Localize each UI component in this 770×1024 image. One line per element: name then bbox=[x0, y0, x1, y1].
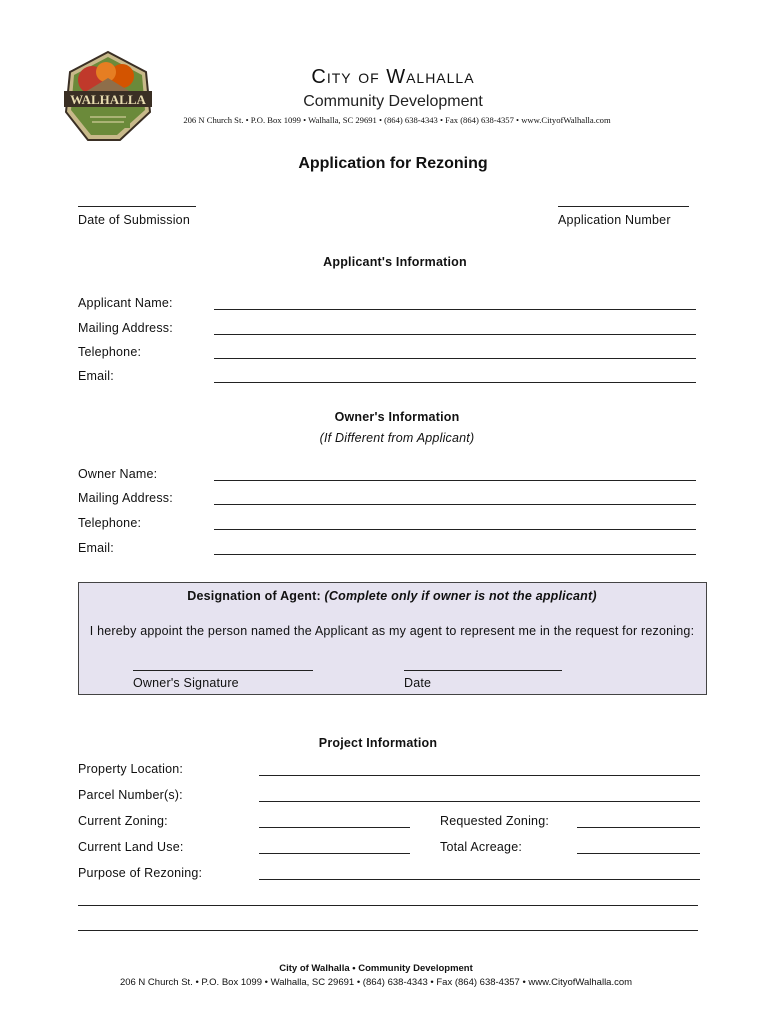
page-title: Application for Rezoning bbox=[298, 155, 488, 172]
purpose-field-line-3[interactable] bbox=[78, 930, 698, 931]
applicant-phone-label: Telephone: bbox=[78, 345, 142, 359]
project-heading: Project Information bbox=[318, 736, 438, 750]
applicant-email-field[interactable] bbox=[214, 382, 696, 383]
applicant-name-label: Applicant Name: bbox=[78, 296, 173, 310]
date-of-submission-field[interactable] bbox=[78, 206, 196, 207]
owner-subheading: (If Different from Applicant) bbox=[319, 431, 475, 445]
total-acreage-field[interactable] bbox=[577, 853, 700, 854]
owner-phone-label: Telephone: bbox=[78, 516, 142, 530]
requested-zoning-field[interactable] bbox=[577, 827, 700, 828]
city-name: City of Walhalla bbox=[311, 66, 475, 88]
applicant-phone-field[interactable] bbox=[214, 358, 696, 359]
owner-heading: Owner's Information bbox=[334, 410, 460, 424]
logo-text: WALHALLA bbox=[70, 92, 146, 107]
applicant-address-label: Mailing Address: bbox=[78, 321, 173, 335]
agent-date-field[interactable] bbox=[404, 670, 562, 671]
city-logo bbox=[62, 50, 154, 142]
applicant-email-label: Email: bbox=[78, 369, 114, 383]
parcel-number-field[interactable] bbox=[259, 801, 700, 802]
agent-date-label: Date bbox=[404, 676, 432, 690]
header-address: 206 N Church St. • P.O. Box 1099 • Walhalla, SC 29691 • (864) 638-4343 • Fax (864) 638-4357 • www.CityofWalhalla.com bbox=[183, 115, 611, 125]
date-of-submission-label: Date of Submission bbox=[78, 213, 190, 227]
applicant-address-field[interactable] bbox=[214, 334, 696, 335]
owner-phone-field[interactable] bbox=[214, 529, 696, 530]
current-zoning-field[interactable] bbox=[259, 827, 410, 828]
agent-heading bbox=[79, 589, 705, 603]
current-zoning-label: Current Zoning: bbox=[78, 814, 168, 828]
application-number-label: Application Number bbox=[558, 213, 671, 227]
total-acreage-label: Total Acreage: bbox=[440, 840, 523, 854]
current-land-use-label: Current Land Use: bbox=[78, 840, 184, 854]
applicant-heading: Applicant's Information bbox=[323, 255, 467, 269]
owner-address-field[interactable] bbox=[214, 504, 696, 505]
purpose-label: Purpose of Rezoning: bbox=[78, 866, 203, 880]
property-location-field[interactable] bbox=[259, 775, 700, 776]
owner-signature-field[interactable] bbox=[133, 670, 313, 671]
footer-title: City of Walhalla • Community Development bbox=[279, 963, 473, 974]
application-number-field[interactable] bbox=[558, 206, 689, 207]
purpose-field[interactable] bbox=[259, 879, 700, 880]
agent-designation-box bbox=[78, 582, 707, 695]
agent-statement: I hereby appoint the person named the Applicant as my agent to represent me in the request for rezoning: bbox=[89, 624, 695, 638]
current-land-use-field[interactable] bbox=[259, 853, 410, 854]
owner-email-label: Email: bbox=[78, 541, 114, 555]
owner-name-label: Owner Name: bbox=[78, 467, 158, 481]
agent-heading-note: (Complete only if owner is not the applicant) bbox=[324, 589, 597, 603]
agent-heading-title: Designation of Agent: bbox=[187, 589, 325, 603]
owner-signature-label: Owner's Signature bbox=[133, 676, 239, 690]
owner-address-label: Mailing Address: bbox=[78, 491, 173, 505]
requested-zoning-label: Requested Zoning: bbox=[440, 814, 550, 828]
property-location-label: Property Location: bbox=[78, 762, 184, 776]
purpose-field-line-2[interactable] bbox=[78, 905, 698, 906]
owner-name-field[interactable] bbox=[214, 480, 696, 481]
applicant-name-field[interactable] bbox=[214, 309, 696, 310]
footer-address: 206 N Church St. • P.O. Box 1099 • Walhalla, SC 29691 • (864) 638-4343 • Fax (864) 638-4357 • www.CityofWalhalla.com bbox=[119, 977, 633, 988]
owner-email-field[interactable] bbox=[214, 554, 696, 555]
department-name: Community Development bbox=[303, 93, 483, 110]
parcel-number-label: Parcel Number(s): bbox=[78, 788, 183, 802]
